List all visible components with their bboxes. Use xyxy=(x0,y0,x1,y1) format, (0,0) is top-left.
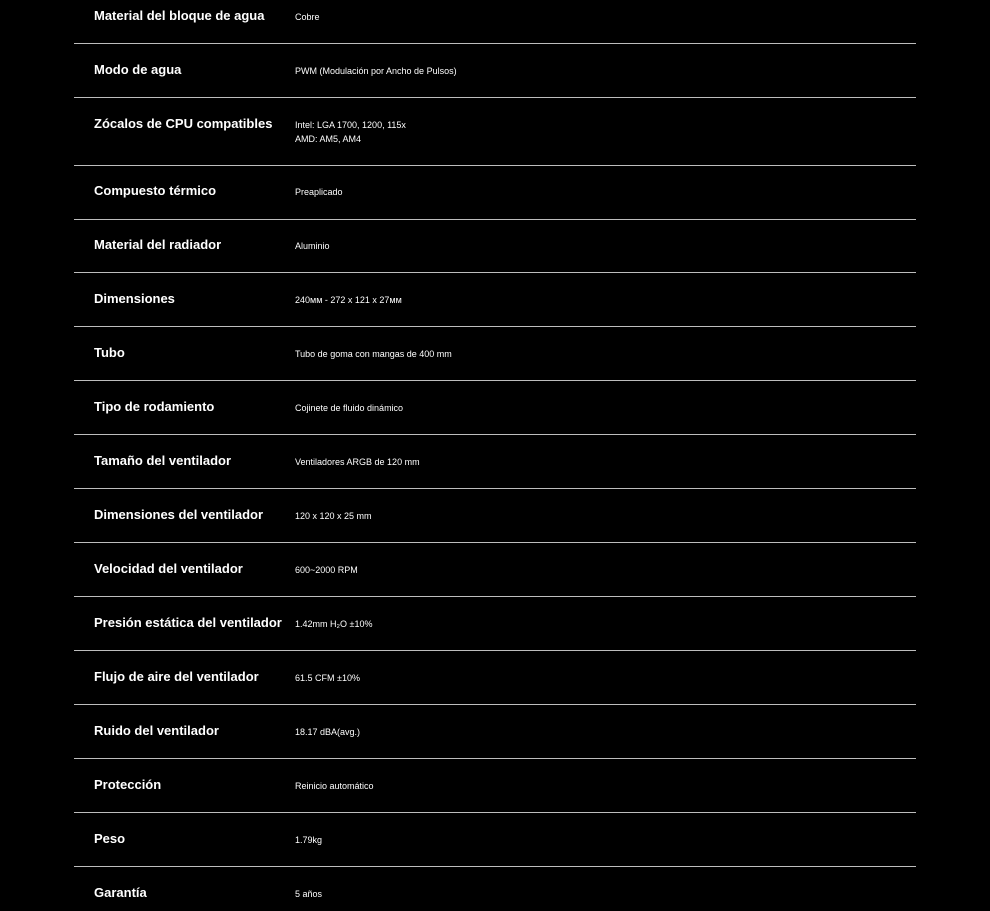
spec-label: Protección xyxy=(94,777,162,792)
spec-row-dimensiones xyxy=(74,273,916,327)
spec-label: Tubo xyxy=(94,345,125,360)
spec-value: Preaplicado xyxy=(295,187,343,197)
spec-row-peso xyxy=(74,813,916,867)
spec-label: Velocidad del ventilador xyxy=(94,561,243,576)
spec-value: 600~2000 RPM xyxy=(295,565,358,575)
spec-label: Compuesto térmico xyxy=(94,183,217,198)
spec-value: 61.5 CFM ±10% xyxy=(295,673,360,683)
spec-value: 240ᴍᴍ - 272 x 121 x 27ᴍᴍ xyxy=(295,295,402,305)
spec-value: Cobre xyxy=(295,12,320,22)
spec-value: Tubo de goma con mangas de 400 mm xyxy=(295,349,452,359)
spec-label: Material del bloque de agua xyxy=(94,8,265,23)
spec-value: PWM (Modulación por Ancho de Pulsos) xyxy=(295,66,457,76)
spec-value: Reinicio automático xyxy=(295,781,374,791)
spec-label: Modo de agua xyxy=(94,62,182,77)
spec-label: Dimensiones del ventilador xyxy=(94,507,264,522)
spec-value: 1.79kg xyxy=(295,835,323,845)
spec-row-tubo xyxy=(74,327,916,381)
spec-label: Flujo de aire del ventilador xyxy=(94,669,259,684)
spec-label: Dimensiones xyxy=(94,291,175,306)
spec-label: Peso xyxy=(94,831,126,846)
spec-row-dimensiones-ventilador xyxy=(74,489,916,543)
spec-label: Zócalos de CPU compatibles xyxy=(94,116,273,131)
spec-label: Tipo de rodamiento xyxy=(94,399,215,414)
spec-value: Intel: LGA 1700, 1200, 115x AMD: AM5, AM4 xyxy=(295,120,406,144)
spec-label: Garantía xyxy=(94,885,147,900)
spec-value: 5 años xyxy=(295,889,323,899)
spec-label: Material del radiador xyxy=(94,237,222,252)
spec-row-ruido-ventilador xyxy=(74,705,916,759)
spec-value: 1.42mm H₂O ±10% xyxy=(295,619,373,629)
spec-value: Cojinete de fluido dinámico xyxy=(295,403,404,413)
spec-value: 120 x 120 x 25 mm xyxy=(295,511,372,521)
spec-row-garantia xyxy=(74,867,916,911)
spec-table xyxy=(74,0,916,911)
spec-label: Presión estática del ventilador xyxy=(94,615,282,630)
spec-row-flujo-aire xyxy=(74,651,916,705)
spec-label: Tamaño del ventilador xyxy=(94,453,232,468)
spec-value: Ventiladores ARGB de 120 mm xyxy=(295,457,420,467)
spec-row-tipo-rodamiento xyxy=(74,381,916,435)
spec-row-zocalos-cpu xyxy=(74,98,916,166)
spec-row-tamano-ventilador xyxy=(74,435,916,489)
spec-value: 18.17 dBA(avg.) xyxy=(295,727,361,737)
spec-row-proteccion xyxy=(74,759,916,813)
spec-row-material-bloque xyxy=(74,0,916,44)
spec-row-compuesto-termico xyxy=(74,166,916,220)
spec-value: Aluminio xyxy=(295,241,330,251)
spec-label: Ruido del ventilador xyxy=(94,723,219,738)
spec-row-material-radiador xyxy=(74,220,916,273)
spec-row-modo-agua xyxy=(74,44,916,98)
spec-row-velocidad-ventilador xyxy=(74,543,916,597)
spec-row-presion-estatica xyxy=(74,597,916,651)
